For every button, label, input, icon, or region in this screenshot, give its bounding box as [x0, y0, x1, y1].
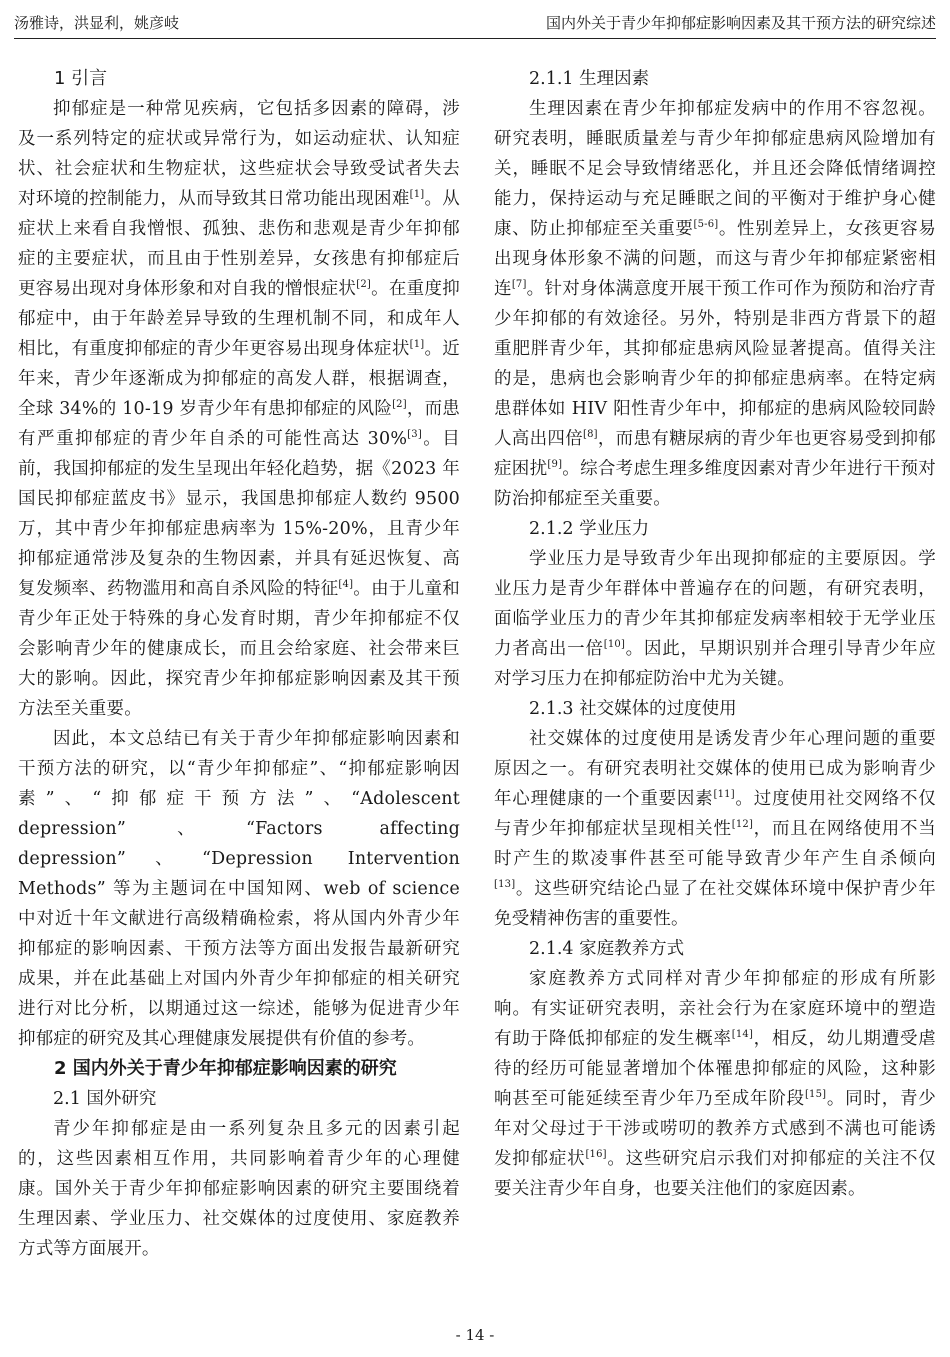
- text-run: 生理因素在青少年抑郁症发病中的作用不容忽视。研究表明，睡眠质量差与青少年抑郁症患病风险增加有关，睡眠不足会导致情绪恶化，并且还会降低情绪调控能力，保持运动与充足睡眠之间的平衡对于维护身心健康、防止抑郁症至关重要: [494, 99, 936, 239]
- text-run: 。针对身体满意度开展干预工作可作为预防和治疗青少年抑郁的有效途径。另外，特别是非西方背景下的超重肥胖青少年，其抑郁症患病风险显著提高。值得关注的是，患病也会影响青少年的抑郁症患病率。在特定病患群体如 HIV 阳性青少年中，抑郁症的患病风险较同龄人高出四倍: [494, 279, 936, 449]
- text-run: 。这些研究启示我们对抑郁症的关注不仅要关注青少年自身，也要关注他们的家庭因素。: [494, 1149, 936, 1199]
- section-1-paragraph-1: [18, 94, 460, 724]
- text-run: ，而患有严重抑郁症的青少年自杀的可能性高达 30%: [18, 399, 460, 449]
- text-run: 。从症状上来看自我憎恨、孤独、悲伤和悲观是青少年抑郁症的主要症状，而且由于性别差异，女孩患有抑郁症后更容易出现对身体形象和对自我的憎恨症状: [18, 189, 460, 299]
- running-header: [14, 8, 936, 38]
- citation-ref: [1]: [409, 189, 425, 200]
- section-2-title: 2 国内外关于青少年抑郁症影响因素的研究: [54, 1058, 397, 1079]
- text-run: 学业压力是导致青少年出现抑郁症的主要原因。学业压力是青少年群体中普遍存在的问题，有研究表明，面临学业压力的青少年其抑郁症发病率相较于无学业压力者高出一倍: [494, 549, 936, 659]
- citation-ref: [8]: [583, 429, 598, 440]
- citation-ref: [4]: [338, 579, 354, 590]
- section-2-1-3-paragraph: [494, 724, 936, 934]
- text-run: 。目前，我国抑郁症的发生呈现出年轻化趋势，据《2023 年国民抑郁症蓝皮书》显示，我国患抑郁症人数约 9500 万，其中青少年抑郁症患病率为 15%-20%，且青少年抑郁症通常涉及复杂的生物因素，并具有延迟恢复、高复发频率、药物滥用和高自杀风险的特征: [18, 429, 461, 599]
- citation-ref: [13]: [494, 879, 516, 890]
- left-column: [18, 64, 460, 1264]
- text-run: 。由于儿童和青少年正处于特殊的身心发育时期，青少年抑郁症不仅会影响青少年的健康成长，而且会给家庭、社会带来巨大的影响。因此，探究青少年抑郁症影响因素及其干预方法至关重要。: [18, 579, 460, 719]
- citation-ref: [12]: [731, 819, 754, 830]
- section-2-1-4-title: 2.1.4 家庭教养方式: [529, 939, 685, 959]
- header-rule: [14, 38, 936, 39]
- page-number: - 14 -: [455, 1326, 495, 1344]
- text-run: 。同时，青少年对父母过于干涉或唠叨的教养方式感到不满也可能诱发抑郁症状: [494, 1089, 937, 1169]
- section-2-1-title: 2.1 国外研究: [53, 1089, 157, 1109]
- citation-ref: [2]: [392, 399, 407, 410]
- section-2-1-paragraph: 青少年抑郁症是由一系列复杂且多元的因素引起的，这些因素相互作用，共同影响着青少年的心理健康。国外关于青少年抑郁症影响因素的研究主要围绕着生理因素、学业压力、社交媒体的过度使用、家庭教养方式等方面展开。: [18, 1119, 460, 1259]
- header-running-title: 国内外关于青少年抑郁症影响因素及其干预方法的研究综述: [545, 14, 936, 32]
- section-2-1-1-paragraph: [494, 94, 936, 514]
- section-2-1-4-paragraph: [494, 964, 936, 1204]
- section-1-title: 1 引言: [54, 68, 108, 89]
- citation-ref: [2]: [356, 279, 371, 290]
- citation-ref: [16]: [585, 1149, 607, 1160]
- citation-ref: [14]: [731, 1029, 754, 1040]
- text-run: 。因此，早期识别并合理引导青少年应对学习压力在抑郁症防治中尤为关键。: [494, 639, 937, 689]
- text-run: 社交媒体的过度使用是诱发青少年心理问题的重要原因之一。有研究表明社交媒体的使用已成为影响青少年心理健康的一个重要因素: [494, 729, 936, 809]
- citation-ref: [5-6]: [693, 219, 719, 230]
- text-run: 抑郁症是一种常见疾病，它包括多因素的障碍，涉及一系列特定的症状或异常行为，如运动症状、认知症状、社会症状和生物症状，这些症状会导致受试者失去对环境的控制能力，从而导致其日常功能出现困难: [18, 99, 460, 209]
- section-2-1-1-title: 2.1.1 生理因素: [529, 69, 650, 89]
- citation-ref: [10]: [603, 639, 626, 650]
- text-run: 。这些研究结论凸显了在社交媒体环境中保护青少年免受精神伤害的重要性。: [494, 879, 936, 929]
- text-run: ，相反，幼儿期遭受虐待的经历可能显著增加个体罹患抑郁症的风险，这种影响甚至可能延续至青少年乃至成年阶段: [494, 1029, 936, 1109]
- header-authors: 汤雅诗，洪显利，姚彦岐: [14, 14, 180, 32]
- section-1-paragraph-2: 因此，本文总结已有关于青少年抑郁症影响因素和干预方法的研究，以“青少年抑郁症”、“抑郁症影响因素”、“抑郁症干预方法”、“Adolescent depression”、“Factors affecting depression”、“Depression Intervention Methods” 等为主题词在中国知网、web of science 中对近十年文献进行高级精确检索，将从国内外青少年抑郁症的影响因素、干预方法等方面出发报告最新研究成果，并在此基础上对国内外青少年抑郁症的相关研究进行对比分析，以期通过这一综述，能够为促进青少年抑郁症的研究及其心理健康发展提供有价值的参考。: [18, 729, 460, 1049]
- citation-ref: [3]: [407, 429, 422, 440]
- text-run: 。性别差异上，女孩更容易出现身体形象不满的问题，而这与青少年抑郁症紧密相连: [494, 219, 936, 299]
- citation-ref: [11]: [713, 789, 735, 800]
- text-run: 。近年来，青少年逐渐成为抑郁症的高发人群，根据调查，全球 34%的 10-19 岁青少年有患抑郁症的风险: [18, 339, 460, 419]
- text-run: 。综合考虑生理多维度因素对青少年进行干预对防治抑郁症至关重要。: [494, 459, 936, 509]
- citation-ref: [9]: [547, 459, 563, 470]
- section-2-1-2-paragraph: [494, 544, 936, 694]
- text-run: ，而且在网络使用不当时产生的欺凌事件甚至可能导致青少年产生自杀倾向: [494, 819, 936, 869]
- text-run: 家庭教养方式同样对青少年抑郁症的形成有所影响。有实证研究表明，亲社会行为在家庭环境中的塑造有助于降低抑郁症的发生概率: [494, 969, 936, 1049]
- citation-ref: [1]: [409, 339, 425, 350]
- text-run: ，而患有糖尿病的青少年也更容易受到抑郁症困扰: [494, 429, 936, 479]
- citation-ref: [15]: [804, 1089, 827, 1100]
- right-column: [494, 64, 936, 1204]
- text-run: 。过度使用社交网络不仅与青少年抑郁症状呈现相关性: [494, 789, 936, 839]
- section-2-1-3-title: 2.1.3 社交媒体的过度使用: [529, 699, 737, 719]
- citation-ref: [7]: [511, 279, 527, 290]
- section-2-1-2-title: 2.1.2 学业压力: [529, 519, 650, 539]
- text-run: 。在重度抑郁症中，由于年龄差异导致的生理机制不同，和成年人相比，有重度抑郁症的青少年更容易出现身体症状: [18, 279, 460, 359]
